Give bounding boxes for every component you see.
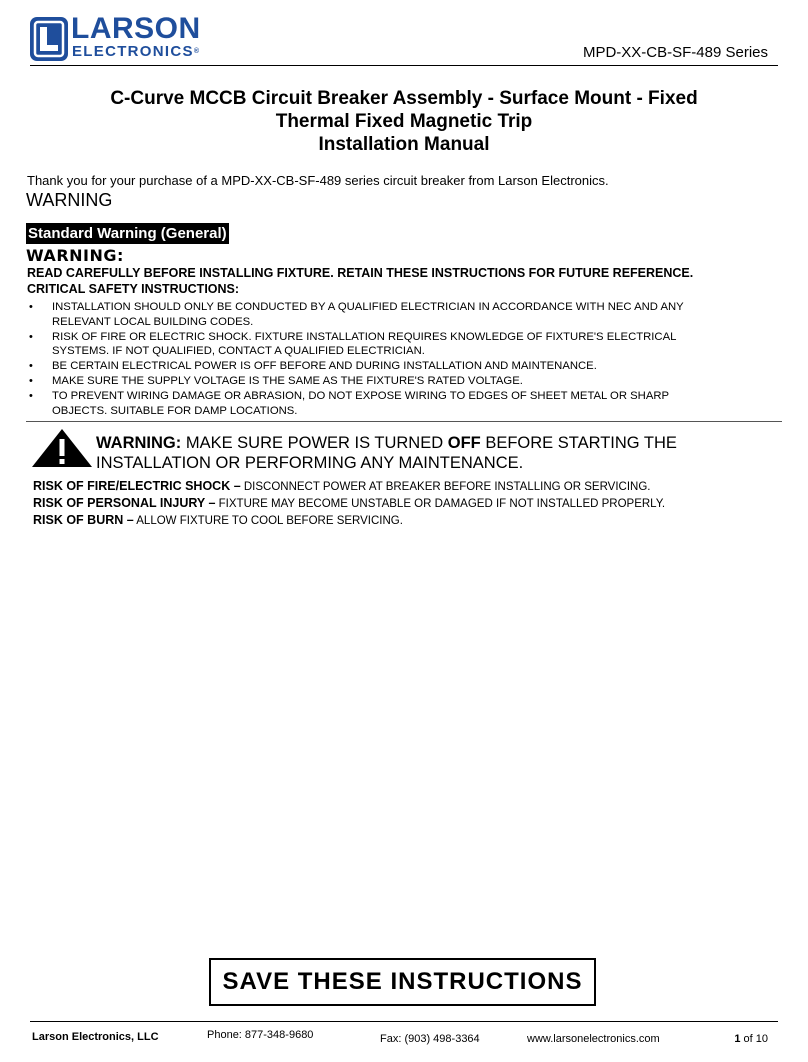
warning-heading: WARNING [26,190,113,210]
power-warning-bold: WARNING: [96,434,182,452]
section-divider [26,421,782,422]
power-warning-line-1 [96,433,736,453]
safety-instructions-list [27,300,767,418]
bullet-icon: • [29,330,33,343]
list-item-line-1: MAKE SURE THE SUPPLY VOLTAGE IS THE SAME AS THE FIXTURE'S RATED VOLTAGE. [52,374,523,387]
risk-list [33,478,665,529]
power-warning-off: OFF [447,434,481,452]
footer-phone: Phone: 877-348-9680 [207,1029,314,1041]
power-warning-text-a: MAKE SURE POWER IS TURNED [181,434,448,452]
power-warning-text-b: BEFORE STARTING THE [480,434,677,452]
thank-you-text: Thank you for your purchase of a MPD-XX-CB-SF-489 series circuit breaker from Larson Electronics. [27,173,609,188]
risk-text: ALLOW FIXTURE TO COOL BEFORE SERVICING. [133,515,403,527]
list-item-line-1: TO PREVENT WIRING DAMAGE OR ABRASION, DO NOT EXPOSE WIRING TO EDGES OF SHEET METAL OR SHARP [52,389,670,402]
page-current: 1 [734,1033,741,1045]
header-divider [30,65,778,66]
bullet-icon: • [29,389,33,402]
bullet-icon: • [29,301,33,313]
footer-divider [30,1021,778,1022]
title-line-1: C-Curve MCCB Circuit Breaker Assembly - Surface Mount - Fixed [110,88,698,109]
warning-label: WARNING: [26,246,124,265]
read-carefully-text: READ CAREFULLY BEFORE INSTALLING FIXTURE. RETAIN THESE INSTRUCTIONS FOR FUTURE REFERENCE. [27,266,694,280]
page-total: of 10 [740,1033,768,1045]
risk-personal-injury [33,495,665,512]
logo-registered-mark: ® [193,48,199,55]
series-label: MPD-XX-CB-SF-489 Series [582,44,768,61]
risk-text: FIXTURE MAY BECOME UNSTABLE OR DAMAGED IF NOT INSTALLED PROPERLY. [215,498,666,510]
footer-website: www.larsonelectronics.com [527,1033,660,1045]
risk-label: RISK OF BURN – [33,513,134,527]
power-warning-line-2: INSTALLATION OR PERFORMING ANY MAINTENANCE. [96,454,524,472]
standard-warning-label: Standard Warning (General) [28,225,227,242]
critical-safety-heading: CRITICAL SAFETY INSTRUCTIONS: [27,282,240,296]
save-instructions-box: SAVE THESE INSTRUCTIONS [209,958,596,1006]
bullet-icon: • [29,360,33,373]
warning-triangle-icon [31,428,93,468]
footer-page-number [734,1032,768,1046]
list-item [27,374,767,389]
logo-larson-text: LARSON [71,12,201,45]
list-item [27,330,767,360]
list-item-line-1: INSTALLATION SHOULD ONLY BE CONDUCTED BY A QUALIFIED ELECTRICIAN IN ACCORDANCE WITH NEC AND ANY [52,301,684,313]
risk-label: RISK OF FIRE/ELECTRIC SHOCK – [33,479,241,493]
bullet-icon: • [29,374,33,387]
list-item [27,300,767,330]
risk-label: RISK OF PERSONAL INJURY – [33,496,216,510]
footer-fax: Fax: (903) 498-3364 [380,1033,480,1045]
logo-electronics-word: ELECTRONICS [72,43,194,60]
list-item-line-2: RELEVANT LOCAL BUILDING CODES. [52,315,254,328]
list-item [27,359,767,374]
list-item-line-2: SYSTEMS. IF NOT QUALIFIED, CONTACT A QUALIFIED ELECTRICIAN. [52,345,425,358]
list-item [27,389,767,419]
document-title [0,87,808,156]
title-line-2: Thermal Fixed Magnetic Trip [275,111,533,132]
footer-company: Larson Electronics, LLC [32,1031,159,1043]
risk-text: DISCONNECT POWER AT BREAKER BEFORE INSTALLING OR SERVICING. [240,481,651,493]
logo-electronics-text [72,44,199,60]
power-off-warning [96,433,736,473]
list-item-line-2: OBJECTS. SUITABLE FOR DAMP LOCATIONS. [52,404,298,417]
larson-logo-icon [30,17,68,61]
list-item-line-1: RISK OF FIRE OR ELECTRIC SHOCK. FIXTURE INSTALLATION REQUIRES KNOWLEDGE OF FIXTURE'S ELECTRICAL [52,330,677,343]
risk-fire-shock [33,478,665,495]
risk-burn [33,512,665,529]
list-item-line-1: BE CERTAIN ELECTRICAL POWER IS OFF BEFORE AND DURING INSTALLATION AND MAINTENANCE. [52,360,597,373]
title-line-3: Installation Manual [318,134,490,155]
